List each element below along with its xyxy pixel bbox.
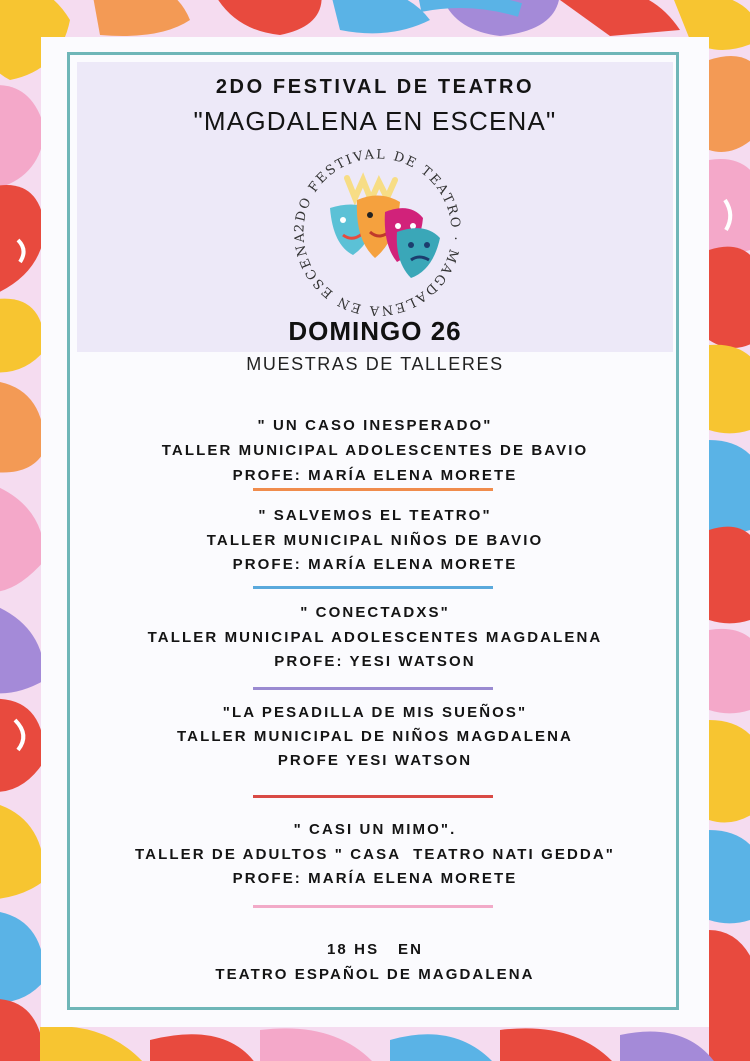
festival-title: 2DO FESTIVAL DE TEATRO bbox=[215, 76, 535, 98]
festival-name: "MAGDALENA EN ESCENA" bbox=[193, 106, 557, 136]
show-2-teacher: PROFE: MARÍA ELENA MORETE bbox=[232, 556, 518, 573]
event-subtitle: MUESTRAS DE TALLERES bbox=[246, 354, 504, 374]
show-4-workshop: TALLER MUNICIPAL DE NIÑOS MAGDALENA bbox=[177, 728, 573, 745]
show-1-title: " UN CASO INESPERADO" bbox=[257, 417, 493, 434]
show-3-title: " CONECTADXS" bbox=[300, 604, 450, 621]
show-3-teacher: PROFE: YESI WATSON bbox=[274, 653, 476, 670]
show-1-separator bbox=[253, 488, 493, 491]
show-5-separator bbox=[253, 905, 493, 908]
show-5-title: " CASI UN MIMO". bbox=[293, 821, 457, 838]
show-5-workshop: TALLER DE ADULTOS " CASA TEATRO NATI GEDDA" bbox=[135, 846, 615, 863]
teal-mask-icon bbox=[397, 228, 440, 278]
festival-logo bbox=[285, 140, 470, 325]
show-3-separator bbox=[253, 687, 493, 690]
event-time: 18 HS EN bbox=[326, 941, 424, 958]
show-4-separator bbox=[253, 795, 493, 798]
show-1-workshop: TALLER MUNICIPAL ADOLESCENTES DE BAVIO bbox=[161, 442, 589, 459]
show-4-title: "LA PESADILLA DE MIS SUEÑOS" bbox=[222, 704, 528, 721]
show-1-teacher: PROFE: MARÍA ELENA MORETE bbox=[232, 467, 518, 484]
event-venue: TEATRO ESPAÑOL DE MAGDALENA bbox=[215, 966, 535, 983]
show-5-teacher: PROFE: MARÍA ELENA MORETE bbox=[232, 870, 518, 887]
show-2-title: " SALVEMOS EL TEATRO" bbox=[258, 507, 492, 524]
show-3-workshop: TALLER MUNICIPAL ADOLESCENTES MAGDALENA bbox=[147, 629, 603, 646]
logo-ring-text: 2DO FESTIVAL DE TEATRO · MAGDALENA EN ESCENA bbox=[292, 147, 463, 318]
show-4-teacher: PROFE YESI WATSON bbox=[277, 752, 473, 769]
event-day: DOMINGO 26 bbox=[288, 316, 462, 346]
show-2-separator bbox=[253, 586, 493, 589]
show-2-workshop: TALLER MUNICIPAL NIÑOS DE BAVIO bbox=[206, 532, 544, 549]
